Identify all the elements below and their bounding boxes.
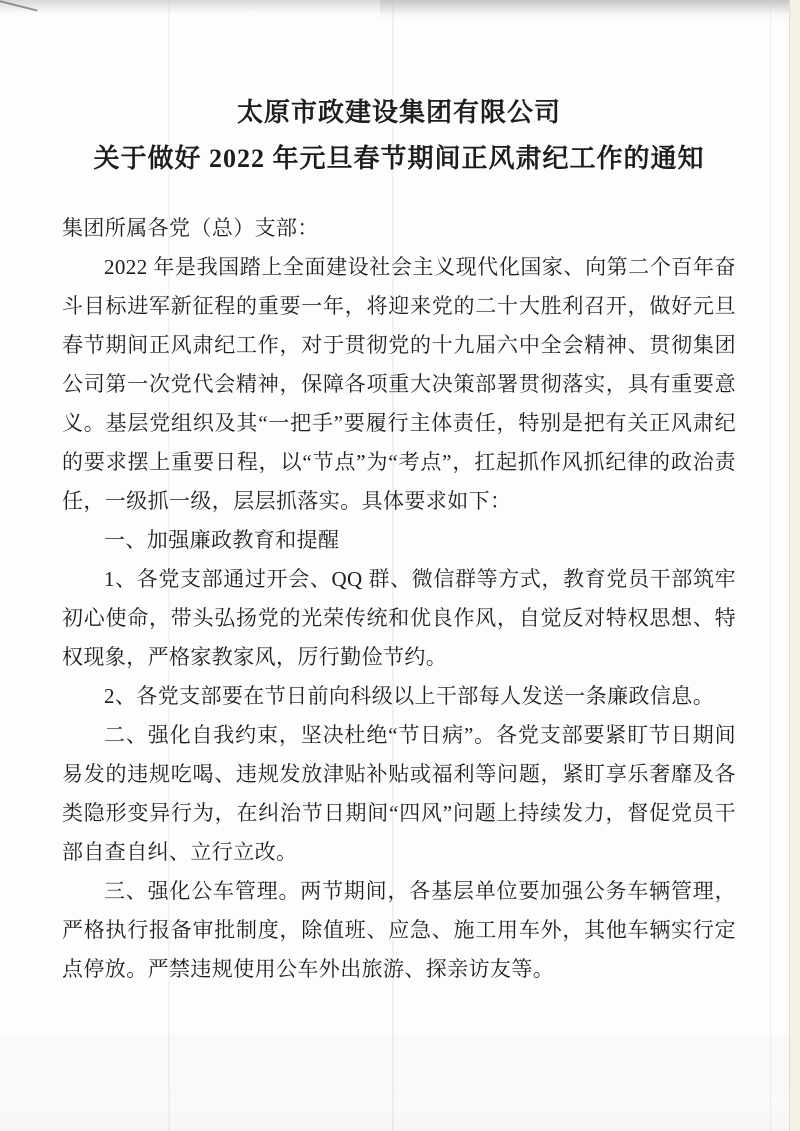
section-1-heading: 一、加强廉政教育和提醒	[104, 528, 340, 552]
scanner-streak	[770, 0, 771, 1131]
section-1-item-2: 2、各党支部要在节日前向科级以上干部每人发送一条廉政信息。	[104, 684, 715, 708]
intro-paragraph: 2022 年是我国踏上全面建设社会主义现代化国家、向第二个百年奋斗目标进军新征程的重要一年，将迎来党的二十大胜利召开，做好元旦春节期间正风肃纪工作，对于贯彻党的十九届六中全会精神、贯彻集团公司第一次党代会精神，保障各项重大决策部署贯彻落实，具有重要意义。基层党组织及其“一把手”要履行主体责任，特别是把有关正风肃纪的要求摆上重要日程，以“节点”为“考点”，扛起抓作风抓纪律的政治责任，一级抓一级，层层抓落实。具体要求如下：	[62, 255, 736, 513]
document-content	[62, 0, 736, 989]
scan-tint-band	[0, 1035, 789, 1097]
scan-bottom-shadow	[0, 1089, 800, 1131]
org-title: 太原市政建设集团有限公司	[236, 98, 561, 127]
scan-corner-edge-mark	[0, 0, 38, 12]
section-3-paragraph: 三、强化公车管理。两节期间，各基层单位要加强公务车辆管理，严格执行报备审批制度，除值班、应急、施工用车外，其他车辆实行定点停放。严禁违规使用公车外出旅游、探亲访友等。	[62, 879, 736, 981]
subject-title: 关于做好 2022 年元旦春节期间正风肃纪工作的通知	[93, 144, 705, 173]
section-2-paragraph: 二、强化自我约束，坚决杜绝“节日病”。各党支部要紧盯节日期间易发的违规吃喝、违规发放津贴补贴或福利等问题，紧盯享乐奢靡及各类隐形变异行为，在纠治节日期间“四风”问题上持续发力，督促党员干部自查自纠、立行立改。	[62, 723, 736, 864]
salutation: 集团所属各党（总）支部：	[62, 216, 319, 240]
paper-edge-strip	[789, 0, 800, 1131]
section-1-item-1: 1、各党支部通过开会、QQ 群、微信群等方式，教育党员干部筑牢初心使命，带头弘扬党的光荣传统和优良作风，自觉反对特权思想、特权现象，严格家教家风，厉行勤俭节约。	[62, 567, 736, 669]
